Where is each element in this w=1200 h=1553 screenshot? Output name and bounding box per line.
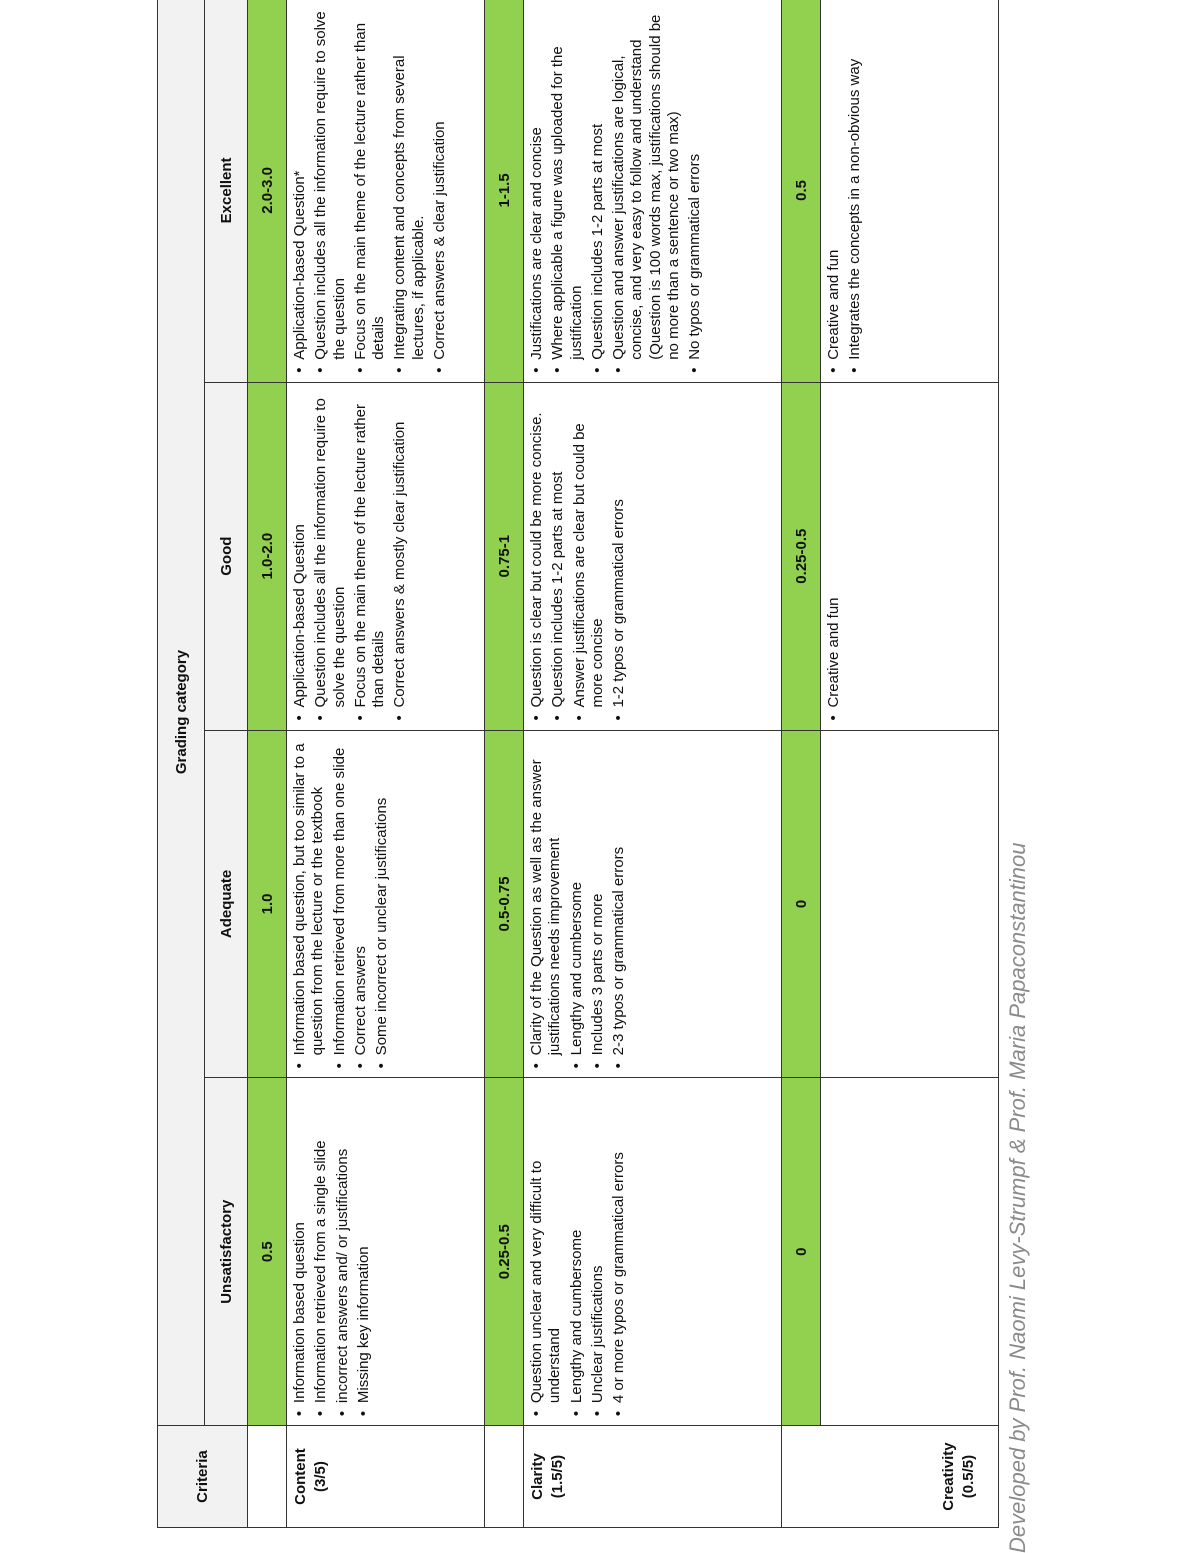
content-descriptor-unsatisfactory	[287, 1078, 485, 1426]
creativity-descriptor-adequate	[821, 730, 999, 1078]
descriptor-item: • Unclear justifications	[589, 1084, 607, 1403]
criterion-cell-content	[287, 1426, 485, 1528]
clarity-score-good: 0.75-1	[485, 382, 524, 730]
credit-line: Developed by Prof. Naomi Levy-Strumpf & Prof. Maria Papaconstantinou	[1005, 842, 1030, 1553]
descriptor-list	[291, 1084, 373, 1419]
grading-category-header: Grading category	[158, 0, 205, 1426]
grading-rubric-table	[157, 0, 999, 1528]
descriptor-item: • Information based question	[291, 1084, 309, 1403]
descriptor-item: • Creative and fun	[825, 389, 843, 708]
content-descriptor-excellent	[287, 0, 485, 382]
creativity-descriptor-unsatisfactory	[821, 1078, 999, 1426]
descriptor-item: • Answer justifications are clear but could be more concise	[571, 389, 608, 708]
descriptor-item: • Focus on the main theme of the lecture rather than details	[352, 5, 389, 360]
descriptor-item: • 1-2 typos or grammatical errors	[610, 389, 628, 708]
criterion-name: Content	[292, 1448, 309, 1505]
creativity-descriptor-excellent	[821, 0, 999, 382]
clarity-descriptor-adequate	[524, 730, 782, 1078]
descriptor-item: • Lengthy and cumbersome	[568, 737, 586, 1056]
clarity-descriptor-excellent	[524, 0, 782, 382]
descriptor-list	[291, 5, 449, 376]
descriptor-list	[528, 389, 628, 724]
creativity-descriptor-good	[821, 382, 999, 730]
creativity-score-good: 0.25-0.5	[782, 382, 821, 730]
descriptor-list	[528, 737, 628, 1072]
descriptor-item: • Where applicable a figure was uploaded for the justification	[549, 5, 586, 360]
descriptor-item: • Clarity of the Question as well as the answer justifications needs improvement	[528, 737, 565, 1056]
descriptor-item: • Integrating content and concepts from several lectures, if applicable.	[391, 5, 428, 360]
criterion-cell-creativity	[782, 1426, 999, 1528]
creativity-descriptor-row	[821, 0, 999, 1528]
descriptor-item: • Correct answers & mostly clear justification	[391, 389, 409, 708]
descriptor-item: • Missing key information	[355, 1084, 373, 1403]
clarity-score-row	[485, 0, 524, 1528]
descriptor-item: • Application-based Question	[291, 389, 309, 708]
criterion-weight: (3/5)	[311, 1461, 329, 1492]
descriptor-list	[291, 389, 410, 724]
clarity-score-adequate: 0.5-0.75	[485, 730, 524, 1078]
descriptor-list	[528, 5, 705, 376]
descriptor-item: • Question and answer justifications are logical, concise, and very easy to follow and understand (Question is 100 words max, justifications should be no more than a sentence or two max)	[610, 5, 683, 360]
criterion-name: Clarity	[529, 1453, 546, 1500]
descriptor-item: • Information retrieved from a single slide	[312, 1084, 330, 1403]
clarity-descriptor-row	[524, 0, 782, 1528]
clarity-descriptor-good	[524, 382, 782, 730]
creativity-score-excellent: 0.5	[782, 0, 821, 382]
content-score-excellent: 2.0-3.0	[248, 0, 287, 382]
descriptor-item: • Question is clear but could be more concise.	[528, 389, 546, 708]
level-header-excellent: Excellent	[205, 0, 248, 382]
criteria-header: Criteria	[158, 1426, 248, 1528]
descriptor-item: • No typos or grammatical errors	[686, 5, 704, 360]
criterion-name: Creativity	[940, 1442, 957, 1511]
content-descriptor-adequate	[287, 730, 485, 1078]
clarity-descriptor-unsatisfactory	[524, 1078, 782, 1426]
descriptor-item: • Some incorrect or unclear justifications	[373, 737, 391, 1056]
content-score-unsatisfactory: 0.5	[248, 1078, 287, 1426]
descriptor-item: • Question includes 1-2 parts at most	[589, 5, 607, 360]
descriptor-item: • Application-based Question*	[291, 5, 309, 360]
descriptor-item: • Includes 3 parts or more	[589, 737, 607, 1056]
content-descriptor-good	[287, 382, 485, 730]
score-row-blank-cell	[248, 1426, 287, 1528]
criterion-weight: (1.5/5)	[548, 1454, 566, 1499]
clarity-score-unsatisfactory: 0.25-0.5	[485, 1078, 524, 1426]
criterion-weight: (0.5/5)	[959, 1454, 977, 1499]
descriptor-list	[291, 737, 391, 1072]
descriptor-list	[825, 5, 865, 376]
descriptor-item: • Creative and fun	[825, 5, 843, 360]
level-header-adequate: Adequate	[205, 730, 248, 1078]
level-header-good: Good	[205, 382, 248, 730]
content-score-row	[248, 0, 287, 1528]
creativity-score-unsatisfactory: 0	[782, 1078, 821, 1426]
descriptor-list	[825, 389, 843, 724]
content-score-good: 1.0-2.0	[248, 382, 287, 730]
creativity-score-row	[782, 0, 821, 1528]
descriptor-item: • 2-3 typos or grammatical errors	[610, 737, 628, 1056]
descriptor-item: • Question unclear and very difficult to understand	[528, 1084, 565, 1403]
descriptor-item: • Justifications are clear and concise	[528, 5, 546, 360]
level-header-unsatisfactory: Unsatisfactory	[205, 1078, 248, 1426]
descriptor-item: • Question includes all the information require to solve the question	[312, 389, 349, 708]
content-descriptor-row	[287, 0, 485, 1528]
descriptor-item: • Information based question, but too similar to a question from the lecture or the textbook	[291, 737, 328, 1056]
score-row-blank-cell	[485, 1426, 524, 1528]
descriptor-list	[528, 1084, 628, 1419]
descriptor-item: • Integrates the concepts in a non-obvious way	[846, 5, 864, 360]
creativity-score-adequate: 0	[782, 730, 821, 1078]
descriptor-item: • 4 or more typos or grammatical errors	[610, 1084, 628, 1403]
criterion-cell-clarity	[524, 1426, 782, 1528]
descriptor-item: • Information retrieved from more than one slide	[331, 737, 349, 1056]
descriptor-item: • Question includes 1-2 parts at most	[549, 389, 567, 708]
descriptor-item: • Lengthy and cumbersome	[568, 1084, 586, 1403]
descriptor-item: • Focus on the main theme of the lecture rather than details	[352, 389, 389, 708]
descriptor-item: • incorrect answers and/ or justifications	[334, 1084, 352, 1403]
content-score-adequate: 1.0	[248, 730, 287, 1078]
descriptor-item: • Correct answers	[352, 737, 370, 1056]
descriptor-item: • Question includes all the information require to solve the question	[312, 5, 349, 360]
clarity-score-excellent: 1-1.5	[485, 0, 524, 382]
descriptor-item: • Correct answers & clear justification	[431, 5, 449, 360]
